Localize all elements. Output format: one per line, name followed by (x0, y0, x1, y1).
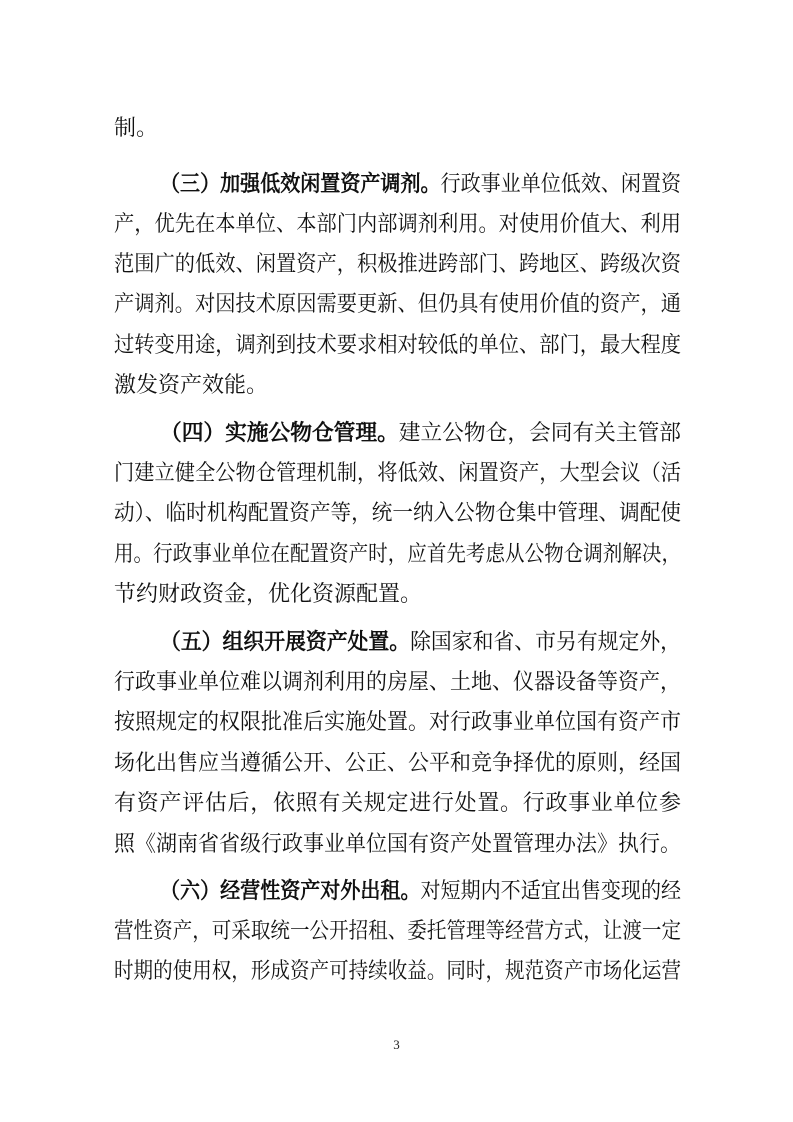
text-line: 门建立健全公物仓管理机制，将低效、闲置资产，大型会议（活 (114, 461, 682, 486)
text-run: 建立公物仓，会同有关主管部 (398, 421, 682, 446)
text-line: 有资产评估后，依照有关规定进行处置。行政事业单位参 (114, 791, 682, 816)
text-line: 产调剂。对因技术原因需要更新、但仍具有使用价值的资产，通 (114, 292, 682, 317)
text-line: 按照规定的权限批准后实施处置。对行政事业单位国有资产市 (114, 710, 682, 735)
section-heading: （五）组织开展资产处置。 (160, 629, 411, 655)
section-heading: （四）实施公物仓管理。 (160, 420, 399, 446)
text-line: 产，优先在本单位、本部门内部调剂利用。对使用价值大、利用 (114, 212, 682, 237)
text-line: 过转变用途，调剂到技术要求相对较低的单位、部门，最大程度 (114, 333, 682, 358)
page-number: 3 (393, 1037, 400, 1052)
text-line: 场化出售应当遵循公开、公正、公平和竞争择优的原则，经国 (114, 751, 682, 776)
text-line: 制。 (114, 116, 159, 141)
text-line: 行政事业单位难以调剂利用的房屋、土地、仪器设备等资产， (114, 670, 682, 695)
heading-line (160, 627, 681, 658)
text-line: 激发资产效能。 (114, 373, 269, 398)
section-heading: （六）经营性资产对外出租。 (160, 878, 421, 904)
text-run: 行政事业单位低效、闲置资 (440, 172, 682, 197)
text-line: 范围广的低效、闲置资产，积极推进跨部门、跨地区、跨级次资 (114, 252, 682, 277)
text-line: 动）、临时机构配置资产等，统一纳入公物仓集中管理、调配使 (114, 501, 682, 526)
text-run: 除国家和省、市另有规定外， (410, 630, 682, 655)
text-line: 时期的使用权，形成资产可持续收益。同时，规范资产市场化运营 (114, 959, 682, 984)
heading-line (160, 418, 681, 449)
text-run: 对短期内不适宜出售变现的经 (420, 879, 682, 904)
text-line: 营性资产，可采取统一公开招租、委托管理等经营方式，让渡一定 (114, 919, 682, 944)
section-heading: （三）加强低效闲置资产调剂。 (160, 171, 441, 197)
heading-line (160, 876, 681, 907)
text-line: 节约财政资金，优化资源配置。 (114, 582, 423, 607)
heading-line (160, 169, 681, 200)
text-line: 照《湖南省省级行政事业单位国有资产处置管理办法》执行。 (114, 832, 682, 857)
text-line: 用。行政事业单位在配置资产时，应首先考虑从公物仓调剂解决， (114, 542, 682, 567)
